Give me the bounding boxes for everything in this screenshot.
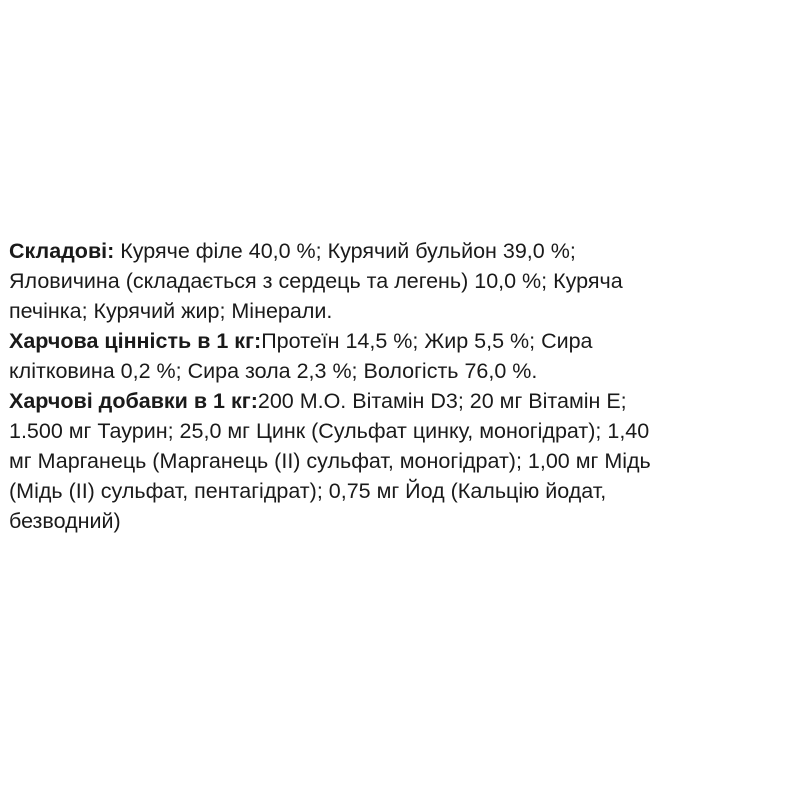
ingredients-text-block (9, 236, 789, 536)
additives-line-5: безводний) (9, 509, 121, 533)
nutrition-label: Харчова цінність в 1 кг: (9, 329, 262, 353)
composition-label: Складові: (9, 239, 115, 263)
nutrition-line-2: клітковина 0,2 %; Сира зола 2,3 %; Вологість 76,0 %. (9, 359, 538, 383)
additives-section (9, 386, 789, 536)
additives-line-4: (Мідь (II) сульфат, пентагідрат); 0,75 мг Йод (Кальцію йодат, (9, 479, 607, 503)
additives-text-1: 200 М.О. Вітамін D3; 20 мг Вітамін Е; (257, 389, 627, 413)
additives-line-1 (9, 386, 789, 416)
composition-text-1: Куряче філе 40,0 %; Курячий бульйон 39,0 %; (114, 239, 576, 263)
additives-line-2: 1.500 мг Таурин; 25,0 мг Цинк (Сульфат цинку, моногідрат); 1,40 (9, 419, 650, 443)
nutrition-section (9, 326, 789, 386)
composition-line-1 (9, 236, 789, 266)
additives-label: Харчові добавки в 1 кг: (9, 389, 258, 413)
composition-line-3: печінка; Курячий жир; Мінерали. (9, 299, 333, 323)
nutrition-line-1 (9, 326, 789, 356)
composition-line-2: Яловичина (складається з сердець та легень) 10,0 %; Куряча (9, 269, 623, 293)
composition-section (9, 236, 789, 326)
nutrition-text-1: Протеїн 14,5 %; Жир 5,5 %; Сира (261, 329, 593, 353)
additives-line-3: мг Марганець (Марганець (II) сульфат, моногідрат); 1,00 мг Мідь (9, 449, 651, 473)
